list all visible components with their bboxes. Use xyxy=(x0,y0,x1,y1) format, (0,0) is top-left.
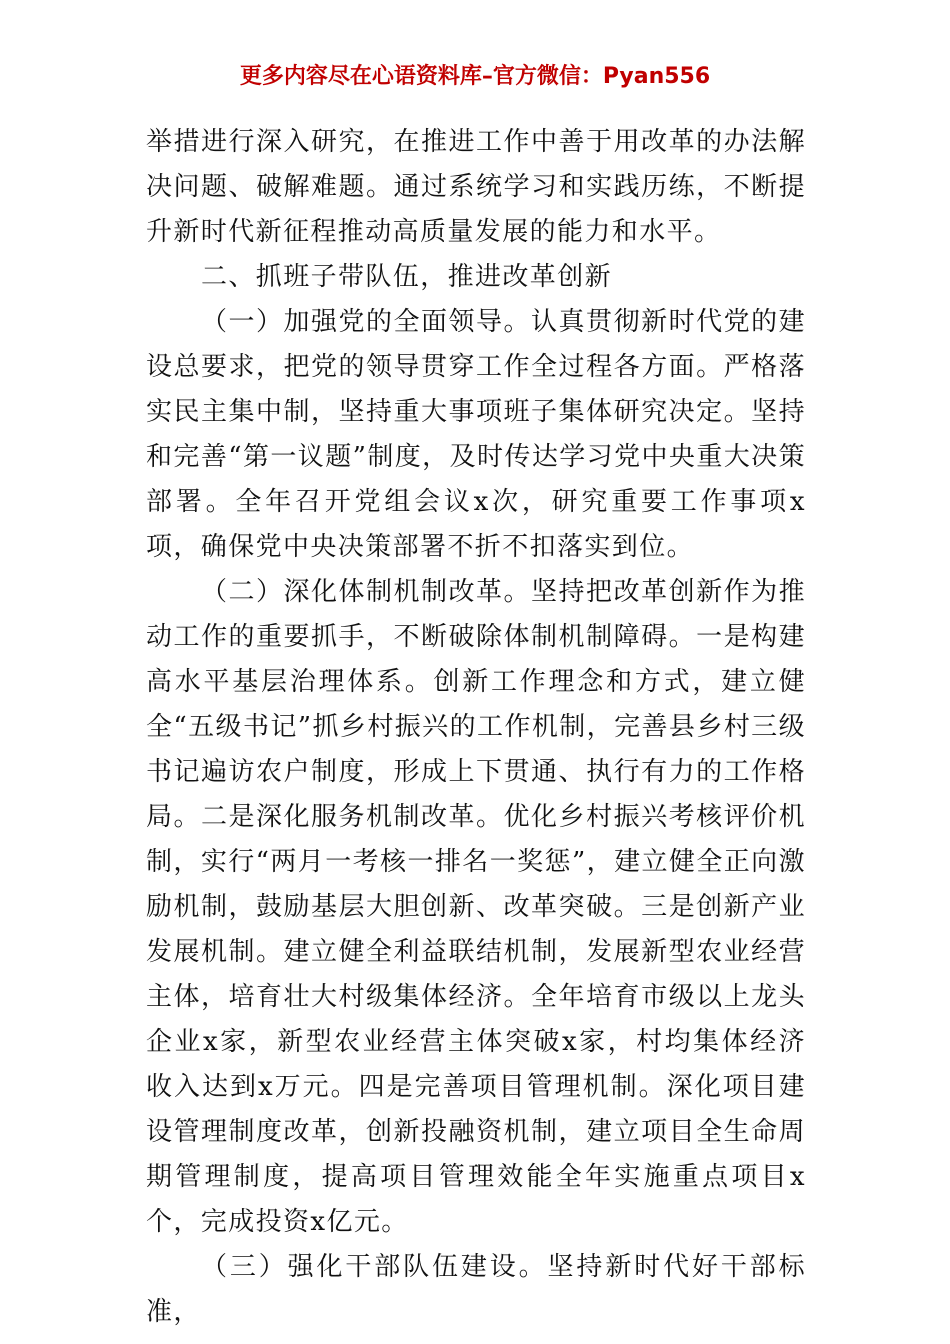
header-watermark: 更多内容尽在心语资料库–官方微信：Pyan556 xyxy=(239,64,711,89)
paragraph-party-leadership: （一）加强党的全面领导。认真贯彻新时代党的建设总要求，把党的领导贯穿工作全过程各方面。严格落实民主集中制，坚持重大事项班子集体研究决定。坚持和完善“第一议题”制度，及时传达学习党中央重大决策部署。全年召开党组会议x次，研究重要工作事项x项，确保党中央决策部署不折不扣落实到位。 xyxy=(146,307,806,562)
paragraph-cadre-team: （三）强化干部队伍建设。坚持新时代好干部标准， xyxy=(146,1252,806,1327)
document-body xyxy=(146,120,806,1335)
paragraph-institutional-reform: （二）深化体制机制改革。坚持把改革创新作为推动工作的重要抓手，不断破除体制机制障碍。一是构建高水平基层治理体系。创新工作理念和方式，建立健全“五级书记”抓乡村振兴的工作机制，完善县乡村三级书记遍访农户制度，形成上下贯通、执行有力的工作格局。二是深化服务机制改革。优化乡村振兴考核评价机制，实行“两月一考核一排名一奖惩”，建立健全正向激励机制，鼓励基层大胆创新、改革突破。三是创新产业发展机制。建立健全利益联结机制，发展新型农业经营主体，培育壮大村级集体经济。全年培育市级以上龙头企业x家，新型农业经营主体突破x家，村均集体经济收入达到x万元。四是完善项目管理机制。深化项目建设管理制度改革，创新投融资机制，建立项目全生命周期管理制度，提高项目管理效能全年实施重点项目x个，完成投资x亿元。 xyxy=(146,577,806,1237)
paragraph-continuation: 举措进行深入研究，在推进工作中善于用改革的办法解决问题、破解难题。通过系统学习和实践历练，不断提升新时代新征程推动高质量发展的能力和水平。 xyxy=(146,127,806,247)
section-heading: 二、抓班子带队伍，推进改革创新 xyxy=(201,262,613,292)
